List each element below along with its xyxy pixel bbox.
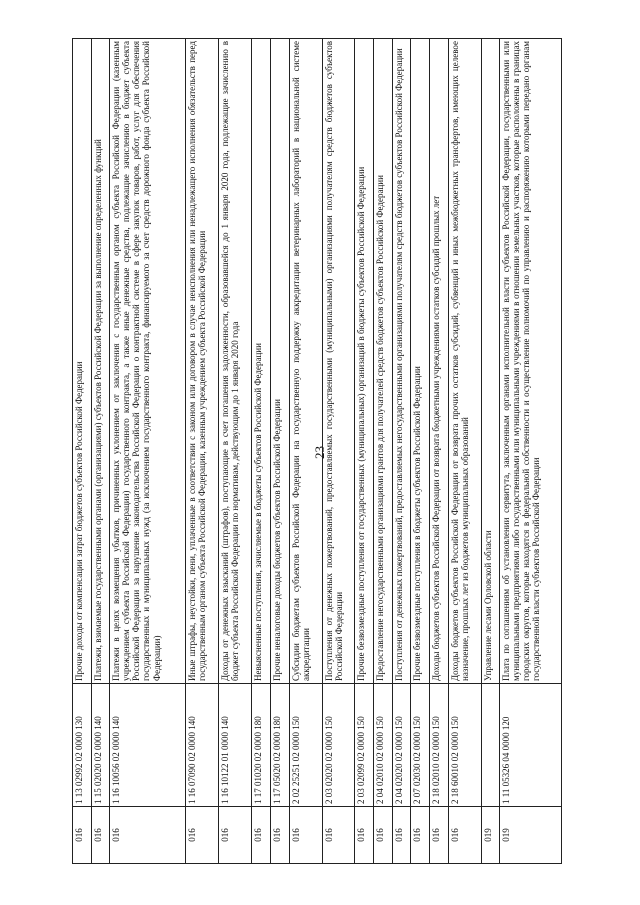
table-row bbox=[411, 39, 430, 864]
admin-code-cell: 016 bbox=[252, 807, 271, 864]
revenue-name-cell: Иные штрафы, неустойки, пени, уплаченные в соответствии с законом или договором в случае неисполнения или ненадлежащего исполнения обязательств перед государственным органом субъекта Российской Федерации, казенным учреждением субъекта Российской Федерации bbox=[186, 39, 219, 684]
revenue-name-cell: Плата по соглашениям об установлении сервитута, заключенным органами исполнительной власти субъектов Российской Федерации, государственными или муниципальными предприятиями либо государственными или муниципальными учреждениями в отношении земельных участков, которые расположены в границах городских округов, которые находятся в федеральной собственности и осуществление полномочий по управлению и распоряжению которыми передано органам государственной власти субъектов Российской Федерации bbox=[500, 39, 562, 684]
revenue-name-cell: Невыясненные поступления, зачисляемые в бюджеты субъектов Российской Федерации bbox=[252, 39, 271, 684]
revenue-code-cell: 1 16 10056 02 0000 140 bbox=[110, 684, 186, 807]
admin-code-cell: 016 bbox=[322, 807, 355, 864]
revenue-name-cell: Доходы бюджетов субъектов Российской Федерации от возврата прочих остатков субсидий, субвенций и иных межбюджетных трансфертов, имеющих целевое назначение, прошлых лет из бюджетов муниципальных образований bbox=[448, 39, 481, 684]
revenue-code-cell: 2 04 02010 02 0000 150 bbox=[374, 684, 393, 807]
revenue-code-cell: 2 07 02030 02 0000 150 bbox=[411, 684, 430, 807]
revenue-code-cell: 1 17 01020 02 0000 180 bbox=[252, 684, 271, 807]
admin-code-cell: 016 bbox=[355, 807, 374, 864]
table-row bbox=[429, 39, 448, 864]
revenue-code-cell: 1 16 10122 01 0000 140 bbox=[219, 684, 252, 807]
table-body bbox=[73, 39, 562, 864]
revenue-code-cell: 1 13 02992 02 0000 130 bbox=[73, 684, 92, 807]
table-row bbox=[392, 39, 411, 864]
admin-code-cell: 019 bbox=[481, 807, 500, 864]
revenue-name-cell: Платежи в целях возмещения убытков, причиненных уклонением от заключения с государственным органом субъекта Российской Федерации (казенным учреждением субъекта Российской Федерации) государственного контракта, а также иные денежные средства, подлежащие зачислению в бюджет субъекта Российской Федерации за нарушение законодательства Российской Федерации о контрактной системе в сфере закупок товаров, работ, услуг для обеспечения государственных и муниципальных нужд (за исключением государственного контракта, финансируемого за счет средств дорожного фонда субъекта Российской Федерации) bbox=[110, 39, 186, 684]
revenue-name-cell: Управление лесами Орловской области bbox=[481, 39, 500, 684]
admin-code-cell: 016 bbox=[73, 807, 92, 864]
revenue-name-cell: Платежи, взимаемые государственными органами (организациями) субъектов Российской Федерации за выполнение определенных функций bbox=[91, 39, 110, 684]
table-row bbox=[270, 39, 289, 864]
admin-code-cell: 016 bbox=[270, 807, 289, 864]
table-row bbox=[110, 39, 186, 864]
table-row bbox=[355, 39, 374, 864]
page-number: 23 bbox=[312, 446, 327, 459]
admin-code-cell: 016 bbox=[91, 807, 110, 864]
revenue-name-cell: Прочие безвозмездные поступления в бюджеты субъектов Российской Федерации bbox=[411, 39, 430, 684]
revenue-name-cell: Доходы бюджетов субъектов Российской Федерации от возврата бюджетными учреждениями остатков субсидий прошлых лет bbox=[429, 39, 448, 684]
revenue-name-cell: Субсидии бюджетам субъектов Российской Федерации на государственную поддержку аккредитации ветеринарных лабораторий в национальной системе аккредитации bbox=[289, 39, 322, 684]
revenue-name-cell: Поступления от денежных пожертвований, предоставляемых государственными (муниципальными) организациями получателям средств бюджетов субъектов Российской Федерации bbox=[322, 39, 355, 684]
admin-code-cell: 016 bbox=[186, 807, 219, 864]
revenue-code-cell: 2 03 02099 02 0000 150 bbox=[355, 684, 374, 807]
table-row bbox=[374, 39, 393, 864]
revenue-code-cell: 2 03 02020 02 0000 150 bbox=[322, 684, 355, 807]
table-row bbox=[252, 39, 271, 864]
revenue-table-wrapper bbox=[72, 38, 562, 864]
revenue-classification-table bbox=[72, 38, 562, 864]
revenue-name-cell: Прочие неналоговые доходы бюджетов субъектов Российской Федерации bbox=[270, 39, 289, 684]
revenue-name-cell: Доходы от денежных взысканий (штрафов), поступающие в счет погашения задолженности, образовавшейся до 1 января 2020 года, подлежащие зачислению в бюджет субъекта Российской Федерации по нормативам, действующим до 1 января 2020 года bbox=[219, 39, 252, 684]
revenue-code-cell bbox=[481, 684, 500, 807]
revenue-code-cell: 1 15 02020 02 0000 140 bbox=[91, 684, 110, 807]
admin-code-cell: 016 bbox=[429, 807, 448, 864]
revenue-code-cell: 1 11 05326 04 0000 120 bbox=[500, 684, 562, 807]
table-row bbox=[500, 39, 562, 864]
table-row bbox=[448, 39, 481, 864]
revenue-name-cell: Поступления от денежных пожертвований, предоставляемых негосударственными организациями получателям средств бюджетов субъектов Российской Федерации bbox=[392, 39, 411, 684]
table-row bbox=[91, 39, 110, 864]
admin-code-cell: 019 bbox=[500, 807, 562, 864]
admin-code-cell: 016 bbox=[289, 807, 322, 864]
revenue-name-cell: Предоставление негосударственными организациями грантов для получателей средств бюджетов субъектов Российской Федерации bbox=[374, 39, 393, 684]
table-row bbox=[219, 39, 252, 864]
revenue-name-cell: Прочие доходы от компенсации затрат бюджетов субъектов Российской Федерации bbox=[73, 39, 92, 684]
revenue-code-cell: 2 18 02010 02 0000 150 bbox=[429, 684, 448, 807]
admin-code-cell: 016 bbox=[392, 807, 411, 864]
admin-code-cell: 016 bbox=[374, 807, 393, 864]
revenue-code-cell: 2 18 60010 02 0000 150 bbox=[448, 684, 481, 807]
revenue-code-cell: 1 16 07090 02 0000 140 bbox=[186, 684, 219, 807]
admin-code-cell: 016 bbox=[448, 807, 481, 864]
admin-code-cell: 016 bbox=[411, 807, 430, 864]
revenue-code-cell: 2 02 25251 02 0000 150 bbox=[289, 684, 322, 807]
revenue-code-cell: 1 17 05020 02 0000 180 bbox=[270, 684, 289, 807]
revenue-name-cell: Прочие безвозмездные поступления от государственных (муниципальных) организаций в бюджеты субъектов Российской Федерации bbox=[355, 39, 374, 684]
admin-code-cell: 016 bbox=[219, 807, 252, 864]
revenue-code-cell: 2 04 02020 02 0000 150 bbox=[392, 684, 411, 807]
table-row bbox=[186, 39, 219, 864]
table-row bbox=[322, 39, 355, 864]
table-row bbox=[481, 39, 500, 864]
table-row bbox=[289, 39, 322, 864]
admin-code-cell: 016 bbox=[110, 807, 186, 864]
table-row bbox=[73, 39, 92, 864]
